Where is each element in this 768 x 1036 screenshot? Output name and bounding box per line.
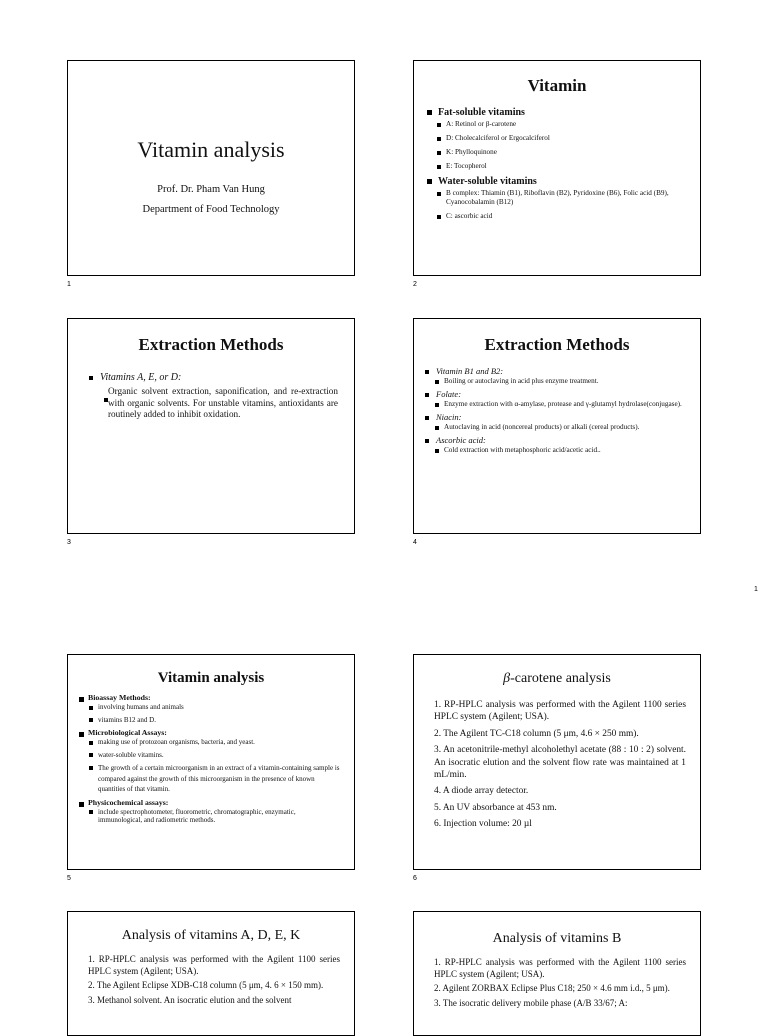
slide-3-text: Organic solvent extraction, saponification, and re-extraction with organic solvents. For unstable vitamins, antioxidants are routinely added to inhibit oxidation. xyxy=(108,386,338,419)
list-item: 2. Agilent ZORBAX Eclipse Plus C18; 250 × 4.6 mm i.d., 5 μm). xyxy=(434,983,670,993)
list-heading: Vitamin B1 and B2: xyxy=(422,366,686,377)
bullet-marker xyxy=(104,398,108,402)
slide-7 xyxy=(67,911,355,1036)
page-number: 1 xyxy=(754,586,758,593)
slide-8-list xyxy=(434,957,686,1009)
slide-number-1: 1 xyxy=(67,281,71,288)
list-item: water-soluble vitamins. xyxy=(76,751,340,760)
slide-6-title xyxy=(414,671,700,687)
slide-2-title: Vitamin xyxy=(527,76,587,95)
slide-2 xyxy=(413,60,701,276)
slide-1-title: Vitamin analysis xyxy=(137,137,285,162)
list-item: E: Tocopherol xyxy=(424,162,686,171)
list-item: 2. The Agilent TC-C18 column (5 μm, 4.6 × 250 mm). xyxy=(434,728,639,739)
list-item: Enzyme extraction with α-amylase, protease and γ-glutamyl hydrolase(conjugase). xyxy=(422,400,686,409)
list-item: include spectrophotometer, fluorometric, chromatographic, enzymatic, immunological, and radiometric methods. xyxy=(76,808,340,825)
slide-6-title-text: -carotene analysis xyxy=(510,671,611,686)
slide-8-title: Analysis of vitamins B xyxy=(492,931,622,946)
slide-6-list xyxy=(434,699,686,831)
slide-5 xyxy=(67,654,355,870)
slide-4 xyxy=(413,318,701,534)
slide-number-3: 3 xyxy=(67,539,71,546)
slide-5-list xyxy=(76,693,340,825)
slide-5-title: Vitamin analysis xyxy=(157,670,265,686)
list-item: 1. RP-HPLC analysis was performed with the Agilent 1100 series HPLC system (Agilent; USA). xyxy=(88,954,340,976)
list-item: 6. Injection volume: 20 µl xyxy=(434,819,532,830)
slide-1-author: Prof. Dr. Pham Van Hung xyxy=(157,184,265,195)
list-heading: Niacin: xyxy=(422,412,686,423)
slide-3-bullet: Vitamins A, E, or D: xyxy=(86,372,338,384)
list-item: The growth of a certain microorganism in an extract of a vitamin-containing sample is compared against the growth of this microorganism in the presence of known quantities of that vitamin. xyxy=(76,763,340,794)
slide-4-list xyxy=(422,366,686,455)
slide-6 xyxy=(413,654,701,870)
list-item: C: ascorbic acid xyxy=(424,212,686,221)
list-heading: Physicochemical assays: xyxy=(76,798,340,808)
slide-7-list xyxy=(88,954,340,1006)
list-item: 3. The isocratic delivery mobile phase (A/B 33/67; A: xyxy=(434,997,628,1008)
beta-symbol: β xyxy=(503,671,511,686)
list-heading: Bioassay Methods: xyxy=(76,693,340,703)
list-heading: Microbiological Assays: xyxy=(76,728,340,738)
list-heading: Folate: xyxy=(422,389,686,400)
list-item: 4. A diode array detector. xyxy=(434,786,529,797)
slide-7-title: Analysis of vitamins A, D, E, K xyxy=(121,928,301,943)
slide-number-2: 2 xyxy=(413,281,417,288)
list-item: making use of protozoan organisms, bacteria, and yeast. xyxy=(76,738,340,747)
list-item: 2. The Agilent Eclipse XDB-C18 column (5 μm, 4. 6 × 150 mm). xyxy=(88,980,324,990)
slide-number-4: 4 xyxy=(413,539,417,546)
list-item: vitamins B12 and D. xyxy=(76,716,340,725)
list-item: 3. An acetonitrile-methyl alcoholethyl acetate (88 : 10 : 2) solvent. An isocratic elution and the solvent flow rate was maintained at 1 mL/min. xyxy=(434,745,686,781)
list-item: 3. Methanol solvent. An isocratic elution and the solvent xyxy=(88,994,292,1005)
list-heading: Fat-soluble vitamins xyxy=(424,106,686,119)
slide-2-list xyxy=(424,106,686,221)
list-item: K: Phylloquinone xyxy=(424,148,686,157)
list-item: D: Cholecalciferol or Ergocalciferol xyxy=(424,134,686,143)
list-item: Boiling or autoclaving in acid plus enzyme treatment. xyxy=(422,377,686,386)
slide-4-title: Extraction Methods xyxy=(484,335,630,354)
slide-1 xyxy=(67,60,355,276)
slide-1-department: Department of Food Technology xyxy=(142,204,280,215)
slide-number-6: 6 xyxy=(413,875,417,882)
slide-3 xyxy=(67,318,355,534)
list-item: 1. RP-HPLC analysis was performed with the Agilent 1100 series HPLC system (Agilent; USA). xyxy=(434,957,686,979)
slide-3-title: Extraction Methods xyxy=(138,335,284,354)
list-item: Cold extraction with metaphosphoric acid/acetic acid.. xyxy=(422,446,686,455)
list-heading: Water-soluble vitamins xyxy=(424,175,686,188)
list-item: B complex: Thiamin (B1), Riboflavin (B2), Pyridoxine (B6), Folic acid (B9), Cyanocobalamin (B12) xyxy=(424,189,686,207)
slide-8 xyxy=(413,911,701,1036)
list-item: involving humans and animals xyxy=(76,703,340,712)
list-item: A: Retinol or β-carotene xyxy=(424,120,686,129)
list-item: Autoclaving in acid (noncereal products) or alkali (cereal products). xyxy=(422,423,686,432)
list-item: 5. An UV absorbance at 453 nm. xyxy=(434,802,557,813)
list-item: 1. RP-HPLC analysis was performed with the Agilent 1100 series HPLC system (Agilent; USA). xyxy=(434,700,686,723)
list-heading: Ascorbic acid: xyxy=(422,435,686,446)
slide-number-5: 5 xyxy=(67,875,71,882)
